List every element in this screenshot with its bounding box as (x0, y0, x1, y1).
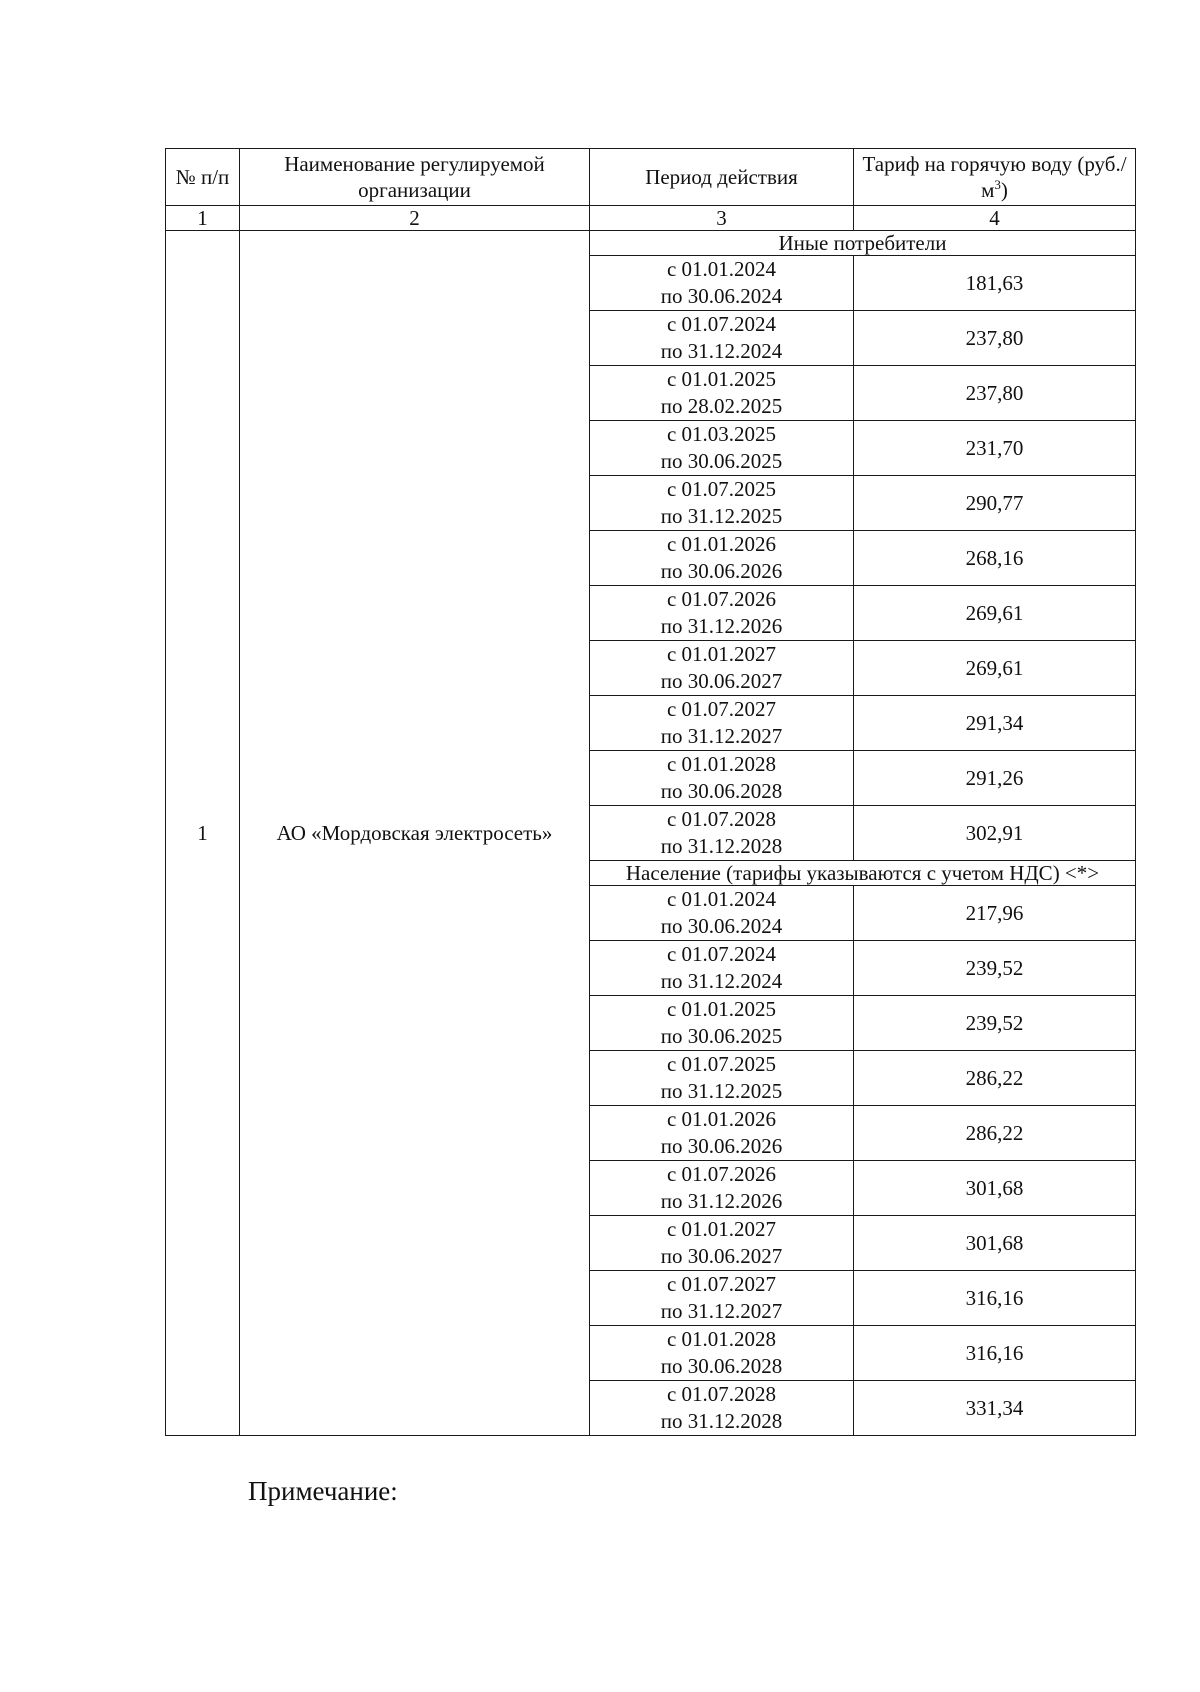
period-cell (590, 751, 854, 806)
group-header-row (166, 231, 1136, 256)
tariff-value: 301,68 (854, 1161, 1136, 1216)
header-tariff-close: ) (1000, 178, 1008, 202)
header-tariff (854, 149, 1136, 206)
period-cell (590, 641, 854, 696)
tariff-value: 331,34 (854, 1381, 1136, 1436)
column-number: 1 (166, 206, 240, 231)
tariff-value: 231,70 (854, 421, 1136, 476)
tariff-value: 301,68 (854, 1216, 1136, 1271)
period-to: по 31.12.2026 (660, 614, 783, 638)
period-to: по 30.06.2024 (660, 914, 783, 938)
column-number: 4 (854, 206, 1136, 231)
period-to: по 30.06.2025 (660, 1024, 783, 1048)
tariff-value: 290,77 (854, 476, 1136, 531)
tariff-value: 217,96 (854, 886, 1136, 941)
period-to: по 31.12.2027 (660, 1299, 783, 1323)
period-from: с 01.07.2025 (666, 477, 777, 501)
period-to: по 31.12.2025 (660, 1079, 783, 1103)
header-tariff-text: Тариф на горячую воду (руб./м (862, 152, 1127, 202)
period-from: с 01.07.2024 (666, 312, 777, 336)
tariff-value: 239,52 (854, 941, 1136, 996)
table-body (166, 231, 1136, 1436)
period-to: по 31.12.2028 (660, 1409, 783, 1433)
tariff-value: 291,34 (854, 696, 1136, 751)
tariff-value: 291,26 (854, 751, 1136, 806)
table-header-row (166, 149, 1136, 206)
period-from: с 01.07.2026 (666, 587, 777, 611)
period-from: с 01.01.2028 (666, 752, 777, 776)
period-cell (590, 941, 854, 996)
tariff-table (165, 148, 1136, 1436)
period-from: с 01.07.2025 (666, 1052, 777, 1076)
period-from: с 01.01.2028 (666, 1327, 777, 1351)
column-number: 2 (240, 206, 590, 231)
period-from: с 01.01.2027 (666, 1217, 777, 1241)
tariff-value: 269,61 (854, 641, 1136, 696)
tariff-value: 181,63 (854, 256, 1136, 311)
period-from: с 01.07.2028 (666, 1382, 777, 1406)
column-number-row (166, 206, 1136, 231)
period-cell (590, 1161, 854, 1216)
tariff-value: 237,80 (854, 311, 1136, 366)
tariff-value: 286,22 (854, 1106, 1136, 1161)
tariff-value: 239,52 (854, 996, 1136, 1051)
period-to: по 31.12.2027 (660, 724, 783, 748)
period-cell (590, 1216, 854, 1271)
period-from: с 01.01.2025 (666, 997, 777, 1021)
period-from: с 01.07.2028 (666, 807, 777, 831)
period-to: по 31.12.2026 (660, 1189, 783, 1213)
period-cell (590, 256, 854, 311)
period-cell (590, 696, 854, 751)
period-cell (590, 1051, 854, 1106)
period-to: по 31.12.2024 (660, 339, 783, 363)
period-cell (590, 1271, 854, 1326)
period-cell (590, 366, 854, 421)
period-from: с 01.01.2026 (666, 532, 777, 556)
tariff-value: 302,91 (854, 806, 1136, 861)
period-cell (590, 311, 854, 366)
header-row-number: № п/п (166, 149, 240, 206)
period-to: по 30.06.2028 (660, 779, 783, 803)
period-to: по 28.02.2025 (660, 394, 783, 418)
period-to: по 30.06.2024 (660, 284, 783, 308)
period-cell (590, 586, 854, 641)
period-cell (590, 476, 854, 531)
period-to: по 31.12.2024 (660, 969, 783, 993)
tariff-value: 316,16 (854, 1326, 1136, 1381)
period-to: по 31.12.2025 (660, 504, 783, 528)
period-to: по 30.06.2025 (660, 449, 783, 473)
period-cell (590, 421, 854, 476)
row-number: 1 (166, 231, 240, 1436)
column-number: 3 (590, 206, 854, 231)
period-from: с 01.01.2026 (666, 1107, 777, 1131)
consumer-group-title: Иные потребители (590, 231, 1136, 256)
period-from: с 01.01.2024 (666, 887, 777, 911)
period-to: по 31.12.2028 (660, 834, 783, 858)
period-from: с 01.03.2025 (666, 422, 777, 446)
tariff-value: 268,16 (854, 531, 1136, 586)
period-to: по 30.06.2026 (660, 1134, 783, 1158)
period-from: с 01.07.2027 (666, 697, 777, 721)
period-cell (590, 1106, 854, 1161)
header-tariff-superscript: 3 (994, 177, 1001, 192)
period-from: с 01.01.2025 (666, 367, 777, 391)
period-to: по 30.06.2028 (660, 1354, 783, 1378)
tariff-value: 269,61 (854, 586, 1136, 641)
header-period: Период действия (590, 149, 854, 206)
period-cell (590, 886, 854, 941)
period-from: с 01.01.2024 (666, 257, 777, 281)
tariff-value: 286,22 (854, 1051, 1136, 1106)
period-from: с 01.07.2026 (666, 1162, 777, 1186)
period-cell (590, 806, 854, 861)
period-cell (590, 531, 854, 586)
consumer-group-title: Население (тарифы указываются с учетом НДС) <*> (590, 861, 1136, 886)
header-organization: Наименование регулируемой организации (240, 149, 590, 206)
period-cell (590, 996, 854, 1051)
period-to: по 30.06.2026 (660, 559, 783, 583)
note-label: Примечание: (248, 1476, 398, 1506)
period-from: с 01.07.2027 (666, 1272, 777, 1296)
tariff-value: 237,80 (854, 366, 1136, 421)
period-to: по 30.06.2027 (660, 669, 783, 693)
organization-name: АО «Мордовская электросеть» (240, 231, 590, 1436)
period-to: по 30.06.2027 (660, 1244, 783, 1268)
period-from: с 01.01.2027 (666, 642, 777, 666)
tariff-value: 316,16 (854, 1271, 1136, 1326)
period-cell (590, 1326, 854, 1381)
period-cell (590, 1381, 854, 1436)
period-from: с 01.07.2024 (666, 942, 777, 966)
